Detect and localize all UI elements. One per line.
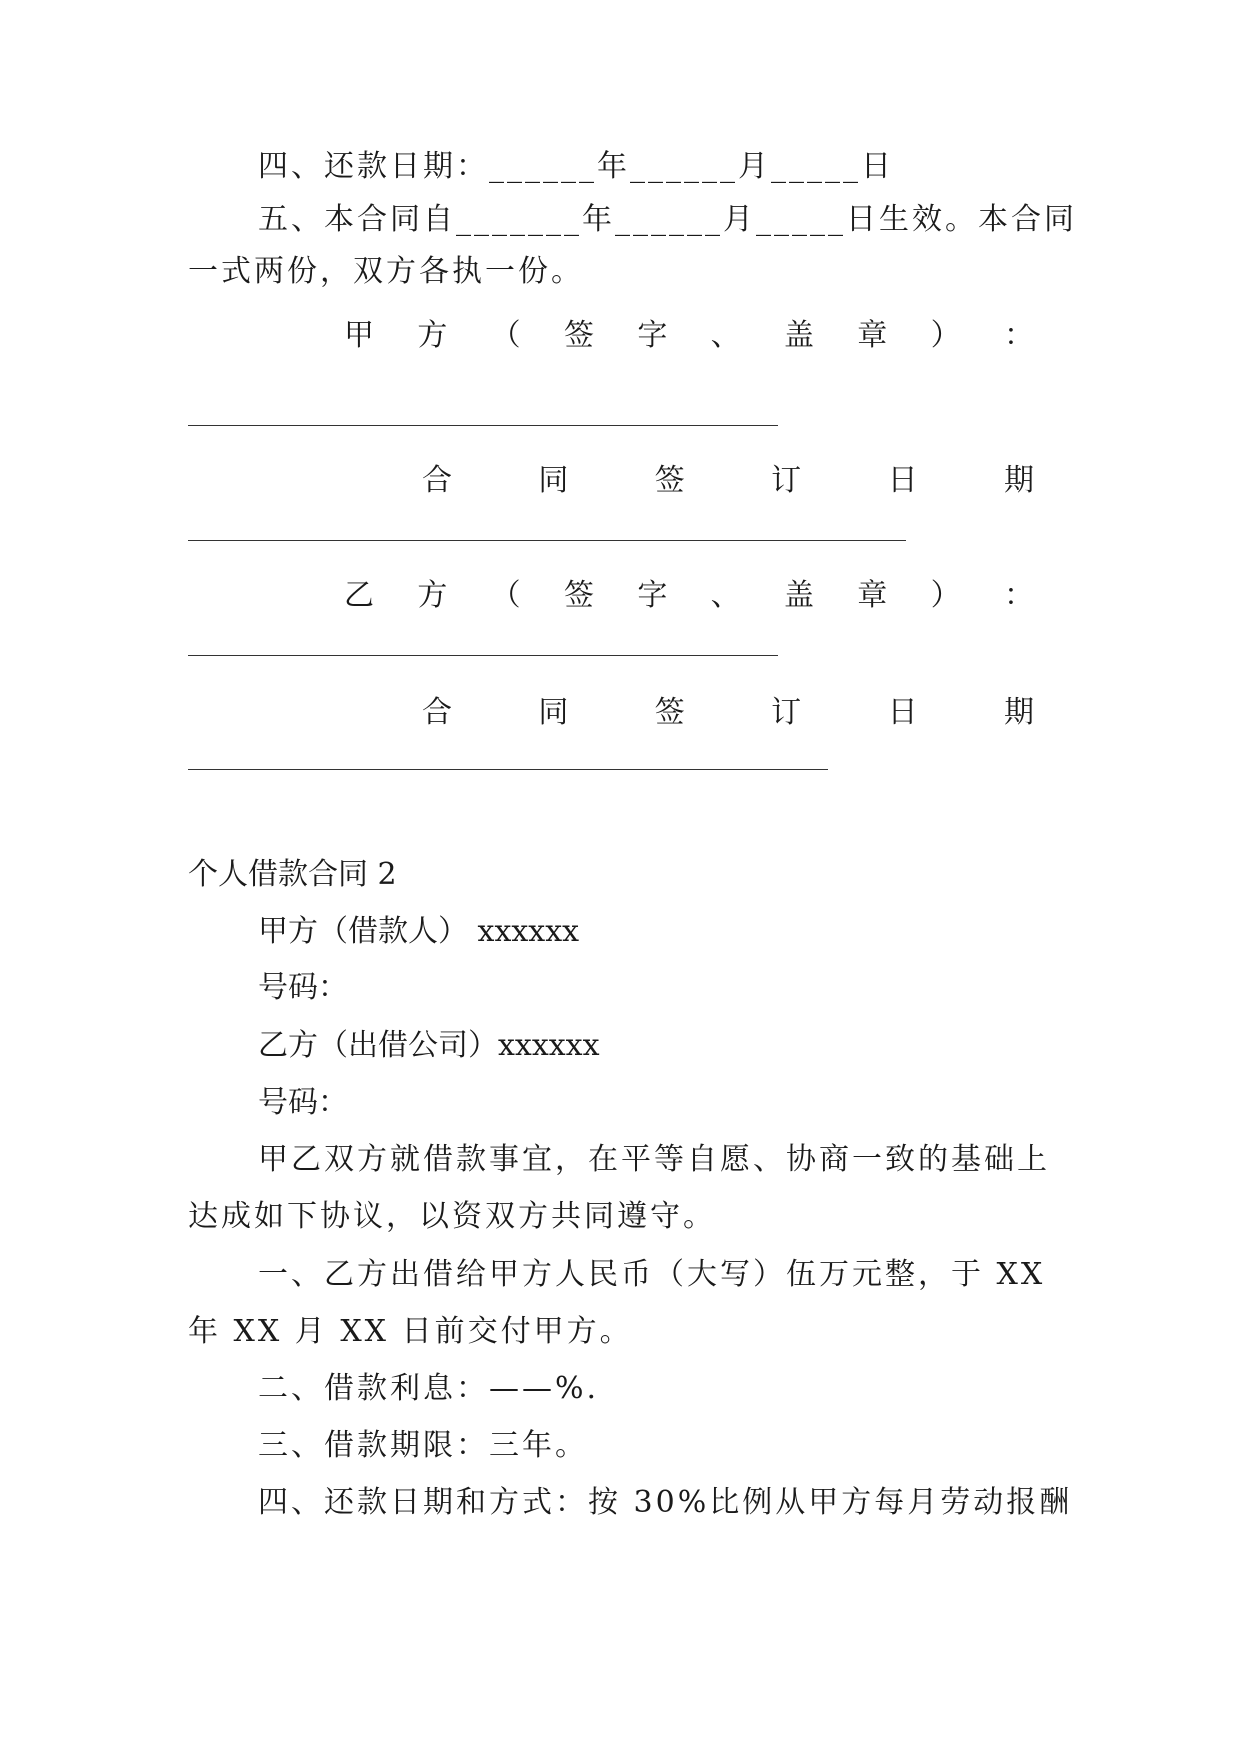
clause-3: 三、借款期限：三年。 [258, 1428, 588, 1463]
clause-2: 二、借款利息：——%. [258, 1371, 600, 1406]
clause-4: 四、还款日期和方式：按 30%比例从甲方每月劳动报酬 [258, 1485, 1073, 1520]
party-a-signature-label: 甲 方 （ 签 字 、 盖 章 ） ： [344, 318, 1034, 353]
party-b-line: 乙方（出借公司）xxxxxx [258, 1028, 600, 1063]
party-a-line: 甲方（借款人） xxxxxx [258, 914, 580, 949]
intro-line-1: 甲乙双方就借款事宜，在平等自愿、协商一致的基础上 [258, 1142, 1050, 1177]
intro-line-2: 达成如下协议，以资双方共同遵守。 [188, 1199, 716, 1234]
party-b-phone: 号码： [258, 1085, 348, 1120]
repayment-date-line: 四、还款日期：______年______月_____日 [258, 149, 894, 184]
clause-1-line-1: 一、乙方出借给甲方人民币（大写）伍万元整，于 XX [258, 1257, 1046, 1292]
party-b-date-line [188, 769, 828, 770]
party-a-signature-line [188, 425, 778, 426]
effective-date-line: 五、本合同自_______年______月_____日生效。本合同 [258, 202, 1077, 237]
party-b-signature-label: 乙 方 （ 签 字 、 盖 章 ） ： [344, 578, 1034, 613]
copies-line: 一式两份，双方各执一份。 [188, 254, 584, 289]
party-a-date-line [188, 540, 906, 541]
clause-1-line-2: 年 XX 月 XX 日前交付甲方。 [188, 1314, 633, 1349]
party-a-phone: 号码： [258, 970, 348, 1005]
party-a-sign-date-label: 合 同 签 订 日 期 [422, 463, 1034, 498]
contract-title: 个人借款合同 2 [188, 857, 397, 892]
party-b-signature-line [188, 655, 778, 656]
party-b-sign-date-label: 合 同 签 订 日 期 [422, 695, 1034, 730]
